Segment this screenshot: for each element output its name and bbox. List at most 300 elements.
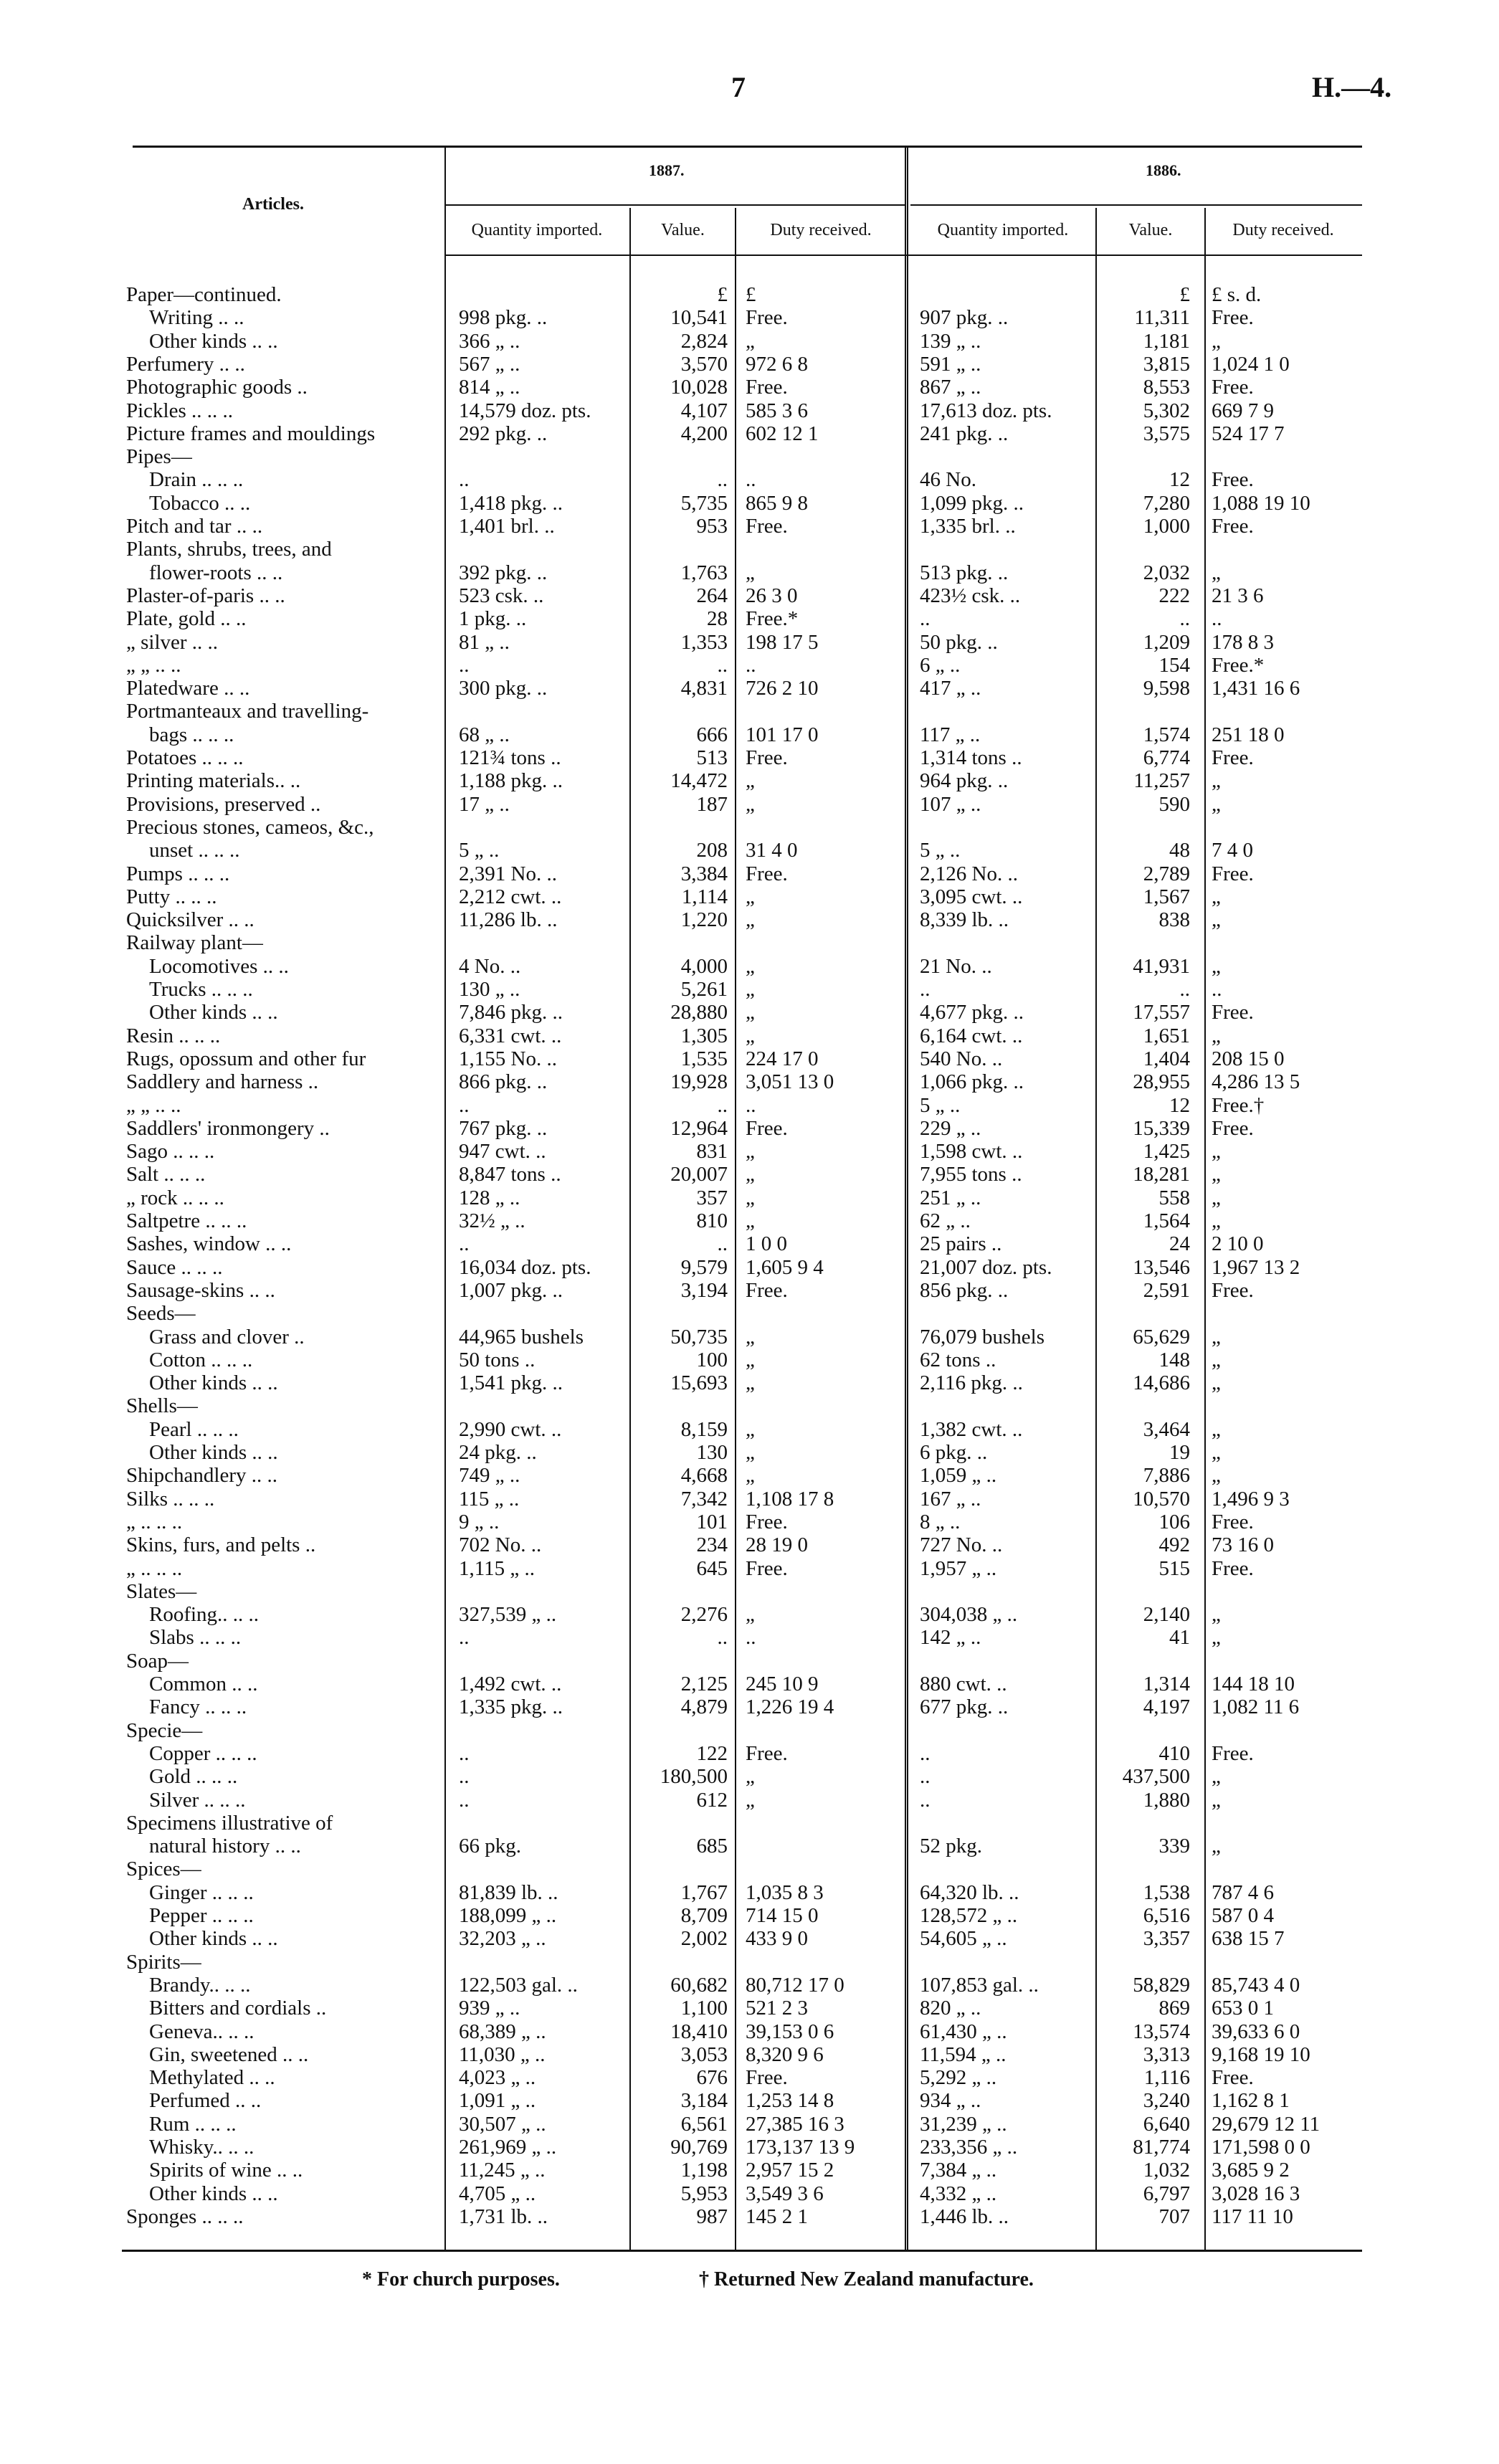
duty-1887-cell [746, 1394, 895, 1417]
article-cell: „ .. .. .. [126, 1510, 183, 1533]
value-1886-cell: 1,425 [1143, 1140, 1190, 1164]
quantity-1886-cell: 251 „ .. [920, 1186, 981, 1209]
value-1887-cell: 28,880 [670, 1001, 728, 1024]
value-1887-cell: 19,928 [670, 1070, 728, 1094]
value-1886-cell: 48 [1169, 839, 1190, 862]
table-row [0, 2066, 1499, 2089]
value-1886-cell: 1,181 [1143, 329, 1190, 353]
quantity-1886-cell: 229 „ .. [920, 1116, 981, 1140]
value-1887-cell: 4,831 [680, 677, 728, 700]
duty-1886-cell: „ [1212, 769, 1221, 793]
value-1887-cell: 1,114 [681, 885, 728, 908]
quantity-1887-cell: 4,705 „ .. [459, 2182, 536, 2205]
duty-1886-cell [1212, 1719, 1362, 1742]
table-row [0, 1533, 1499, 1556]
value-1887-cell: 50,735 [670, 1325, 728, 1348]
table-row [0, 306, 1499, 329]
duty-1886-cell: .. [1212, 978, 1222, 1001]
quantity-1886-cell [920, 1812, 1088, 1835]
duty-1886-cell: Free. [1212, 746, 1254, 769]
value-1887-cell: 685 [696, 1835, 728, 1858]
quantity-1887-cell: 32,203 „ .. [459, 1927, 546, 1951]
table-row [0, 1881, 1499, 1904]
table-row [0, 584, 1499, 607]
value-1886-cell: 1,032 [1143, 2159, 1190, 2182]
duty-1886-cell: 1,082 11 6 [1212, 1695, 1300, 1719]
table-row [0, 1441, 1499, 1464]
duty-1887-cell: Free. [746, 2066, 788, 2090]
value-1887-cell: 666 [696, 723, 728, 746]
duty-1887-cell: „ [746, 1603, 755, 1627]
article-cell: Locomotives .. .. [149, 954, 289, 978]
quantity-1886-cell: 1,382 cwt. .. [920, 1417, 1023, 1441]
value-1887-cell: 234 [696, 1533, 728, 1557]
quantity-1887-cell [459, 1650, 627, 1673]
quantity-1886-cell: 4,677 pkg. .. [920, 1001, 1024, 1024]
table-row [0, 2182, 1499, 2205]
table-row [0, 376, 1499, 399]
duty-1886-cell: 73 16 0 [1212, 1533, 1274, 1557]
table-row [0, 1742, 1499, 1765]
article-cell: flower-roots .. .. [149, 561, 283, 584]
article-cell: Other kinds .. .. [149, 2182, 278, 2205]
header-articles-label: Articles. [242, 195, 304, 214]
value-1886-cell: 1,564 [1143, 1209, 1190, 1232]
table-row [0, 631, 1499, 654]
value-1887-cell: 10,541 [670, 306, 728, 330]
quantity-1886-cell: 167 „ .. [920, 1487, 981, 1511]
duty-1887-cell: £ [746, 283, 756, 306]
quantity-1886-cell: 8,339 lb. .. [920, 908, 1009, 932]
value-1887-cell: .. [717, 468, 728, 492]
article-cell: Spirits— [126, 1950, 201, 1974]
value-1887-cell: 3,384 [680, 862, 728, 885]
duty-1886-cell: 638 15 7 [1212, 1927, 1285, 1951]
quantity-1887-cell: .. [459, 1626, 470, 1650]
quantity-1886-cell: 727 No. .. [920, 1533, 1003, 1557]
value-1887-cell: 676 [696, 2066, 728, 2090]
article-cell: Resin .. .. .. [126, 1024, 221, 1047]
article-cell: Bitters and cordials .. [149, 1997, 327, 2020]
duty-1886-cell [1212, 1812, 1362, 1835]
page-number: 7 [731, 71, 746, 103]
duty-1887-cell: „ [746, 769, 755, 793]
duty-1886-cell [1212, 931, 1362, 954]
table-row [0, 2136, 1499, 2159]
table-row [0, 538, 1499, 561]
quantity-1886-cell: 52 pkg. [920, 1835, 982, 1858]
value-1886-cell: 3,815 [1143, 352, 1190, 376]
value-1886-cell [1090, 1812, 1190, 1835]
article-cell: Potatoes .. .. .. [126, 746, 244, 769]
quantity-1886-cell: 62 „ .. [920, 1209, 971, 1232]
quantity-1887-cell: 121¾ tons .. [459, 746, 561, 769]
quantity-1887-cell: 292 pkg. .. [459, 422, 548, 445]
duty-1887-cell [746, 931, 895, 954]
quantity-1887-cell: 8,847 tons .. [459, 1163, 561, 1186]
value-1887-cell: 3,053 [680, 2042, 728, 2066]
article-cell: Putty .. .. .. [126, 885, 217, 908]
article-cell: Spices— [126, 1857, 201, 1881]
duty-1887-cell: Free. [746, 746, 788, 769]
duty-1886-cell: „ [1212, 1464, 1221, 1488]
quantity-1887-cell: 4,023 „ .. [459, 2066, 536, 2090]
quantity-1887-cell: 1,492 cwt. .. [459, 1673, 562, 1695]
table-row [0, 1812, 1499, 1835]
value-1886-cell: 5,302 [1143, 399, 1190, 422]
duty-1886-cell: „ [1212, 1140, 1221, 1164]
article-cell: Portmanteaux and travelling- [126, 700, 369, 723]
article-cell: Precious stones, cameos, &c., [126, 815, 374, 839]
duty-1886-cell: 39,633 6 0 [1212, 2020, 1300, 2043]
table-row [0, 1974, 1499, 1997]
table-row [0, 908, 1499, 931]
quantity-1886-cell [920, 1951, 1088, 1974]
quantity-1886-cell: 934 „ .. [920, 2089, 981, 2113]
quantity-1886-cell: 1,957 „ .. [920, 1556, 997, 1580]
value-1886-cell: 437,500 [1122, 1765, 1190, 1789]
value-1886-cell: 3,240 [1143, 2089, 1190, 2113]
duty-1887-cell: „ [746, 792, 755, 816]
quantity-1886-cell: 2,126 No. .. [920, 862, 1018, 885]
article-cell: Plaster-of-paris .. .. [126, 584, 285, 607]
duty-1887-cell: 1 0 0 [746, 1232, 787, 1256]
quantity-1887-cell [459, 1719, 627, 1742]
quantity-1887-cell: .. [459, 653, 470, 677]
quantity-1887-cell [459, 1302, 627, 1325]
quantity-1886-cell: 25 pairs .. [920, 1232, 1002, 1256]
table-row [0, 2159, 1499, 2182]
quantity-1886-cell: 46 No. [920, 468, 976, 492]
table-row [0, 1603, 1499, 1626]
quantity-1886-cell: 907 pkg. .. [920, 306, 1009, 330]
quantity-1887-cell: 767 pkg. .. [459, 1116, 548, 1140]
duty-1886-cell: Free.† [1212, 1093, 1265, 1117]
duty-1886-cell: „ [1212, 1348, 1221, 1371]
quantity-1887-cell: 749 „ .. [459, 1464, 520, 1488]
duty-1887-cell [746, 1835, 895, 1857]
quantity-1887-cell: 300 pkg. .. [459, 677, 548, 700]
article-cell: Salt .. .. .. [126, 1163, 206, 1186]
duty-1886-cell: „ [1212, 1417, 1221, 1441]
article-cell: Pipes— [126, 445, 192, 469]
duty-1887-cell: 865 9 8 [746, 491, 808, 515]
value-1886-cell: .. [1179, 978, 1190, 1001]
value-1887-cell: .. [717, 1093, 728, 1117]
duty-1887-cell: 521 2 3 [746, 1997, 808, 2020]
quantity-1887-cell: 814 „ .. [459, 376, 520, 399]
value-1886-cell: 11,257 [1133, 769, 1190, 793]
quantity-1887-cell: 11,245 „ .. [459, 2159, 546, 2182]
duty-1886-cell: „ [1212, 792, 1221, 816]
value-1887-cell: 612 [696, 1788, 728, 1812]
quantity-1887-cell: 1,007 pkg. .. [459, 1278, 563, 1302]
article-cell: Railway plant— [126, 931, 263, 955]
duty-1886-cell: „ [1212, 329, 1221, 353]
table-row [0, 1650, 1499, 1673]
quantity-1886-cell: 820 „ .. [920, 1997, 981, 2020]
table-row [0, 1186, 1499, 1209]
duty-1887-cell: Free. [746, 306, 788, 330]
value-1887-cell: .. [717, 653, 728, 677]
table-row [0, 769, 1499, 792]
duty-1887-cell: 1,226 19 4 [746, 1695, 834, 1719]
value-1886-cell: 65,629 [1133, 1325, 1190, 1348]
duty-1887-cell: Free. [746, 376, 788, 399]
duty-1886-cell: 1,024 1 0 [1212, 352, 1290, 376]
quantity-1886-cell: 964 pkg. .. [920, 769, 1009, 793]
quantity-1887-cell: 11,030 „ .. [459, 2042, 546, 2066]
value-1887-cell: 18,410 [670, 2020, 728, 2043]
table-row [0, 2205, 1499, 2228]
duty-1887-cell [746, 1812, 895, 1835]
article-cell: Fancy .. .. .. [149, 1695, 247, 1719]
value-1887-cell: 90,769 [670, 2136, 728, 2159]
quantity-1886-cell: 76,079 bushels [920, 1325, 1044, 1348]
duty-1887-cell: „ [746, 1001, 755, 1024]
value-1886-cell [1090, 931, 1190, 954]
value-1886-cell: 13,546 [1133, 1255, 1190, 1279]
quantity-1886-cell: 8 „ .. [920, 1510, 961, 1533]
article-cell: Soap— [126, 1649, 189, 1673]
quantity-1887-cell: .. [459, 1788, 470, 1812]
article-cell: Specimens illustrative of [126, 1811, 333, 1835]
duty-1886-cell: „ [1212, 954, 1221, 978]
value-1886-cell: 106 [1158, 1510, 1190, 1533]
quantity-1887-cell: 32½ „ .. [459, 1209, 525, 1232]
duty-1887-cell: 972 6 8 [746, 352, 808, 376]
duty-1886-cell: 178 8 3 [1212, 630, 1274, 654]
duty-1887-cell: „ [746, 1464, 755, 1488]
value-1887-cell [631, 1394, 728, 1417]
article-cell: Methylated .. .. [149, 2066, 275, 2090]
quantity-1886-cell: 5 „ .. [920, 1093, 961, 1117]
value-1886-cell: 1,880 [1143, 1788, 1190, 1812]
duty-1887-cell: „ [746, 1441, 755, 1464]
value-1886-cell: 3,313 [1143, 2042, 1190, 2066]
value-1886-cell: 58,829 [1133, 1973, 1190, 1997]
article-cell: Printing materials.. .. [126, 769, 301, 793]
value-1886-cell [1090, 700, 1190, 723]
value-1886-cell [1090, 1302, 1190, 1325]
quantity-1886-cell: 856 pkg. .. [920, 1278, 1009, 1302]
duty-1887-cell: „ [746, 1186, 755, 1209]
duty-1886-cell: 524 17 7 [1212, 422, 1285, 445]
value-1886-cell [1090, 1394, 1190, 1417]
article-cell: Quicksilver .. .. [126, 908, 254, 932]
duty-1886-cell: 85,743 4 0 [1212, 1973, 1300, 1997]
duty-1887-cell: 39,153 0 6 [746, 2020, 834, 2043]
quantity-1886-cell [920, 1719, 1088, 1742]
quantity-1886-cell: 139 „ .. [920, 329, 981, 353]
article-cell: Gold .. .. .. [149, 1765, 238, 1789]
quantity-1886-cell: 54,605 „ .. [920, 1927, 1007, 1951]
value-1887-cell: .. [717, 1232, 728, 1256]
quantity-1887-cell [459, 1394, 627, 1417]
quantity-1886-cell: 6,164 cwt. .. [920, 1024, 1023, 1047]
quantity-1886-cell: 513 pkg. .. [920, 561, 1009, 584]
value-1886-cell: 3,464 [1143, 1417, 1190, 1441]
quantity-1887-cell: 939 „ .. [459, 1997, 520, 2020]
table-row [0, 1163, 1499, 1186]
value-1887-cell [631, 1857, 728, 1880]
quantity-1886-cell: 304,038 „ .. [920, 1603, 1018, 1627]
article-cell: Other kinds .. .. [149, 1927, 278, 1951]
table-row [0, 839, 1499, 862]
article-cell: Other kinds .. .. [149, 1441, 278, 1464]
quantity-1886-cell: .. [920, 1741, 931, 1765]
value-1886-cell: 3,357 [1143, 1927, 1190, 1951]
quantity-1886-cell: 6 „ .. [920, 653, 961, 677]
value-1887-cell: 3,194 [680, 1278, 728, 1302]
quantity-1887-cell: 16,034 doz. pts. [459, 1255, 591, 1279]
article-cell: Drain .. .. .. [149, 468, 244, 492]
article-cell: bags .. .. .. [149, 723, 234, 746]
value-1887-cell [631, 1650, 728, 1673]
article-cell: Roofing.. .. .. [149, 1603, 260, 1627]
duty-1886-cell: „ [1212, 1835, 1221, 1858]
table-row [0, 2089, 1499, 2112]
duty-1887-cell: „ [746, 978, 755, 1001]
article-cell: Specie— [126, 1718, 203, 1742]
value-1887-cell: 831 [696, 1140, 728, 1164]
quantity-1887-cell: 866 pkg. .. [459, 1070, 548, 1094]
duty-1886-cell: 2 10 0 [1212, 1232, 1264, 1256]
value-1886-cell: 2,140 [1143, 1603, 1190, 1627]
duty-1887-cell: Free.* [746, 607, 799, 631]
value-1887-cell: 2,276 [680, 1603, 728, 1627]
duty-1887-cell: „ [746, 954, 755, 978]
article-cell: Provisions, preserved .. [126, 792, 321, 816]
quantity-1887-cell [459, 931, 627, 954]
duty-1886-cell: 1,088 19 10 [1212, 491, 1310, 515]
quantity-1887-cell: .. [459, 1741, 470, 1765]
value-1887-cell: 15,693 [670, 1371, 728, 1395]
duty-1887-cell: 245 10 9 [746, 1673, 819, 1695]
value-1887-cell [631, 700, 728, 723]
value-1886-cell: 1,209 [1143, 630, 1190, 654]
table-row [0, 422, 1499, 445]
duty-1887-cell [746, 445, 895, 468]
value-1887-cell: 1,220 [680, 908, 728, 932]
duty-1887-cell [746, 538, 895, 561]
table-row [0, 1418, 1499, 1441]
table-row [0, 1789, 1499, 1812]
article-cell: Pepper .. .. .. [149, 1904, 254, 1927]
duty-1886-cell: Free. [1212, 1001, 1254, 1024]
value-1887-cell [631, 1719, 728, 1742]
article-cell: Saddlers' ironmongery .. [126, 1116, 330, 1140]
value-1887-cell: 100 [696, 1348, 728, 1371]
duty-1887-cell: „ [746, 908, 755, 932]
value-1887-cell: 180,500 [660, 1765, 728, 1789]
quantity-1887-cell [459, 700, 627, 723]
table-row [0, 1024, 1499, 1047]
quantity-1887-cell: 66 pkg. [459, 1835, 521, 1858]
quantity-1887-cell: 2,990 cwt. .. [459, 1417, 562, 1441]
duty-1887-cell: „ [746, 1371, 755, 1395]
value-1886-cell [1090, 1857, 1190, 1880]
header-value-1886: Value. [1128, 221, 1173, 239]
value-1886-cell [1090, 1580, 1190, 1603]
quantity-1887-cell: 702 No. .. [459, 1533, 542, 1557]
duty-1887-cell: „ [746, 329, 755, 353]
value-1887-cell: 1,535 [680, 1047, 728, 1070]
value-1886-cell: 17,557 [1133, 1001, 1190, 1024]
duty-1886-cell: Free.* [1212, 653, 1265, 677]
table-row [0, 978, 1499, 1001]
value-1886-cell: 19 [1169, 1441, 1190, 1464]
quantity-1887-cell: 68,389 „ .. [459, 2020, 546, 2043]
value-1887-cell: 2,125 [680, 1673, 728, 1695]
duty-1886-cell [1212, 1857, 1362, 1880]
value-1886-cell: 707 [1158, 2204, 1190, 2228]
value-1886-cell [1090, 445, 1190, 468]
value-1887-cell: 953 [696, 515, 728, 538]
duty-1886-cell: £ s. d. [1212, 283, 1262, 306]
value-1887-cell: 28 [707, 607, 728, 631]
quantity-1886-cell: 1,059 „ .. [920, 1464, 997, 1488]
duty-1887-cell: 224 17 0 [746, 1047, 819, 1070]
duty-1887-cell: Free. [746, 1741, 788, 1765]
value-1886-cell: 339 [1158, 1835, 1190, 1858]
value-1887-cell [631, 1951, 728, 1974]
table-row [0, 1394, 1499, 1417]
value-1887-cell: 5,261 [680, 978, 728, 1001]
quantity-1887-cell [459, 283, 627, 306]
table-row [0, 2113, 1499, 2136]
table-row [0, 1557, 1499, 1580]
article-cell: Writing .. .. [149, 306, 244, 330]
table-row [0, 1140, 1499, 1163]
value-1886-cell: 1,000 [1143, 515, 1190, 538]
quantity-1886-cell: 5,292 „ .. [920, 2066, 997, 2090]
duty-1886-cell: „ [1212, 885, 1221, 908]
article-cell: Sponges .. .. .. [126, 2204, 244, 2228]
duty-1886-cell: Free. [1212, 1556, 1254, 1580]
quantity-1886-cell: .. [920, 607, 931, 631]
quantity-1886-cell: 540 No. .. [920, 1047, 1003, 1070]
table-row [0, 1857, 1499, 1880]
value-1887-cell: 208 [696, 839, 728, 862]
article-cell: Common .. .. [149, 1673, 258, 1695]
table-row [0, 2020, 1499, 2043]
value-1886-cell: 8,553 [1143, 376, 1190, 399]
duty-1886-cell [1212, 538, 1362, 561]
article-cell: Pumps .. .. .. [126, 862, 230, 885]
duty-1886-cell: 117 11 10 [1212, 2204, 1293, 2228]
value-1886-cell: 1,574 [1143, 723, 1190, 746]
duty-1886-cell: „ [1212, 1788, 1221, 1812]
quantity-1887-cell [459, 1951, 627, 1974]
quantity-1886-cell: 423½ csk. .. [920, 584, 1021, 607]
value-1886-cell [1090, 1719, 1190, 1742]
article-cell: Other kinds .. .. [149, 1001, 278, 1024]
value-1886-cell: 10,570 [1133, 1487, 1190, 1511]
quantity-1887-cell: .. [459, 468, 470, 492]
value-1886-cell: 24 [1169, 1232, 1190, 1256]
article-cell: Seeds— [126, 1302, 196, 1326]
table-row [0, 1464, 1499, 1487]
value-1887-cell: 10,028 [670, 376, 728, 399]
quantity-1886-cell: 1,598 cwt. .. [920, 1140, 1023, 1164]
article-cell: Sashes, window .. .. [126, 1232, 292, 1256]
article-cell: Silks .. .. .. [126, 1487, 215, 1511]
duty-1887-cell: „ [746, 1163, 755, 1186]
article-cell: Pickles .. .. .. [126, 399, 234, 422]
value-1886-cell: 1,116 [1143, 2066, 1190, 2090]
quantity-1887-cell: 998 pkg. .. [459, 306, 548, 330]
